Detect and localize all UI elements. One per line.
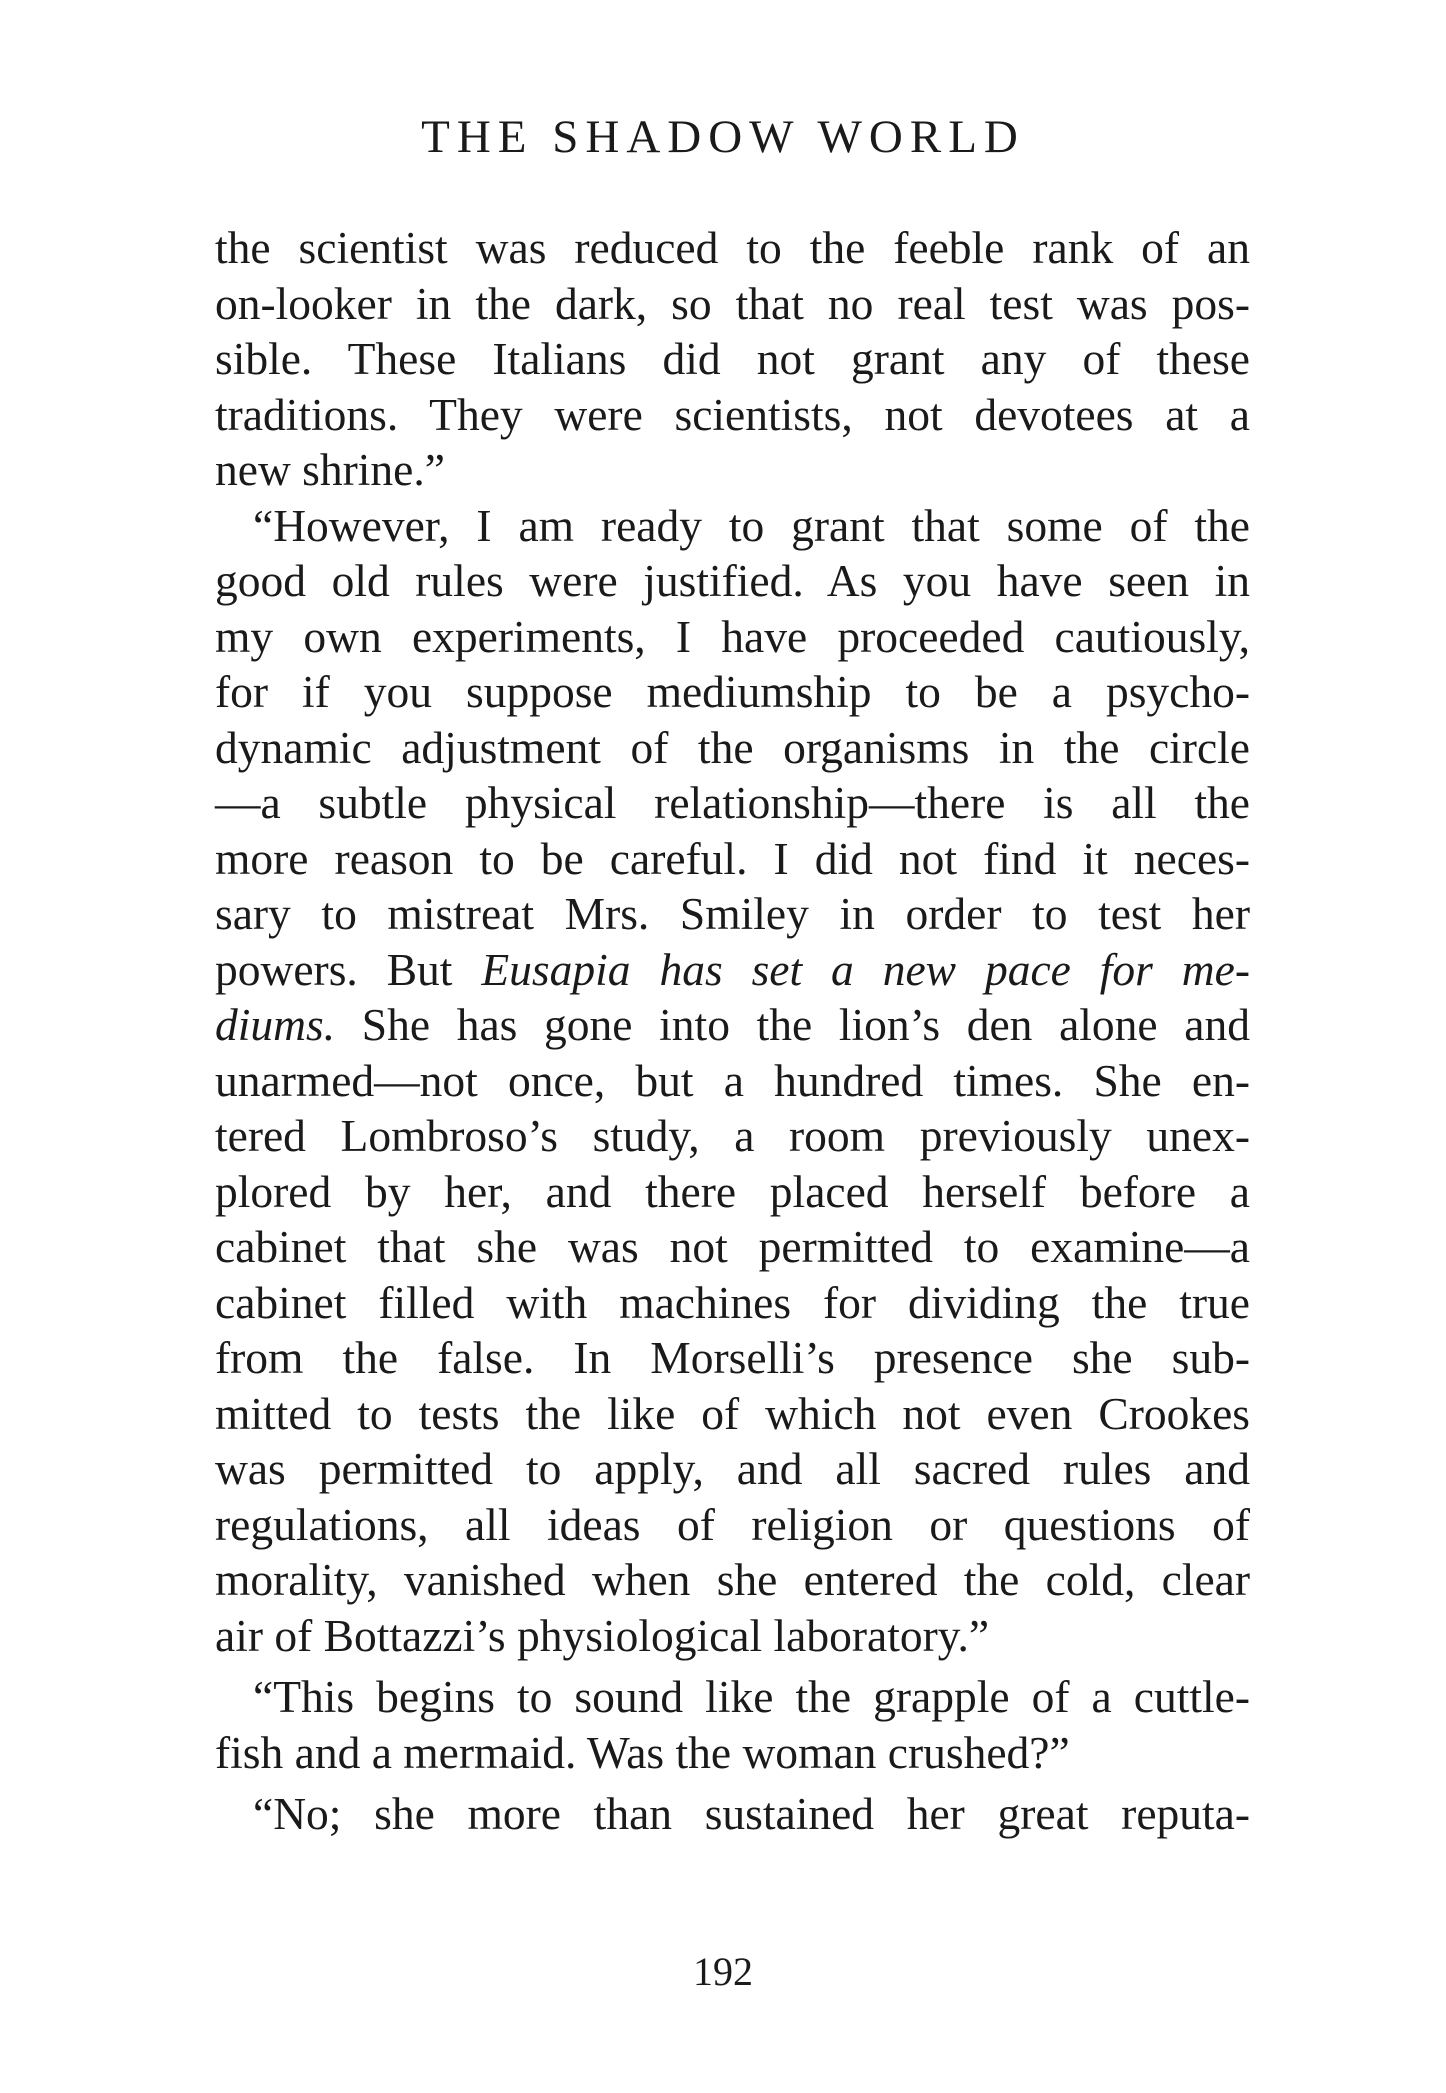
text-line: cabinet that she was not permitted to examine—a — [215, 1221, 1250, 1272]
text-line: morality, vanished when she entered the cold, clear — [215, 1554, 1250, 1605]
running-head: THE SHADOW WORLD — [421, 111, 1025, 163]
italic-emphasis: diums. — [215, 999, 336, 1050]
roman-run: powers. But — [215, 943, 482, 995]
text-line: the scientist was reduced to the feeble rank of an — [215, 222, 1250, 273]
text-line: sible. These Italians did not grant any of these — [215, 333, 1250, 384]
text-line: new shrine.” — [215, 444, 445, 495]
text-line: traditions. They were scientists, not devotees at a — [215, 388, 1250, 440]
text-line: for if you suppose mediumship to be a psycho- — [215, 666, 1250, 717]
text-line: “No; she more than sustained her great reputa- — [253, 1788, 1250, 1839]
text-line: dynamic adjustment of the organisms in the circle — [215, 721, 1250, 773]
text-line: more reason to be careful. I did not find it neces- — [215, 832, 1250, 884]
text-line: on-looker in the dark, so that no real test was pos- — [215, 277, 1250, 329]
text-line: mitted to tests the like of which not even Crookes — [215, 1387, 1250, 1439]
text-line — [215, 942, 1250, 998]
text-line: my own experiments, I have proceeded cautiously, — [215, 610, 1250, 662]
text-line: fish and a mermaid. Was the woman crushed?” — [215, 1726, 1070, 1778]
text-line: from the false. In Morselli’s presence she sub- — [215, 1332, 1250, 1383]
text-line: —a subtle physical relationship—there is all the — [215, 777, 1250, 828]
italic-emphasis: Eusapia has set a new pace for me- — [481, 943, 1250, 995]
text-line: cabinet filled with machines for dividing the true — [215, 1276, 1250, 1328]
page-number: 192 — [693, 1949, 753, 1994]
text-line: “This begins to sound like the grapple of a cuttle- — [253, 1671, 1250, 1722]
text-line — [215, 997, 1250, 1053]
text-line: good old rules were justified. As you have seen in — [215, 555, 1250, 606]
text-line: regulations, all ideas of religion or questions of — [215, 1498, 1250, 1550]
text-line: was permitted to apply, and all sacred rules and — [215, 1443, 1250, 1494]
text-line: air of Bottazzi’s physiological laboratory.” — [215, 1609, 990, 1661]
text-line: unarmed—not once, but a hundred times. She en- — [215, 1054, 1250, 1106]
text-line: sary to mistreat Mrs. Smiley in order to test her — [215, 888, 1250, 939]
text-line: tered Lombroso’s study, a room previously unex- — [215, 1110, 1250, 1161]
text-line: “However, I am ready to grant that some of the — [253, 499, 1250, 551]
roman-run: She has gone into the lion’s den alone and — [335, 999, 1250, 1050]
text-line: plored by her, and there placed herself before a — [215, 1165, 1250, 1217]
body-text — [215, 220, 1250, 1842]
